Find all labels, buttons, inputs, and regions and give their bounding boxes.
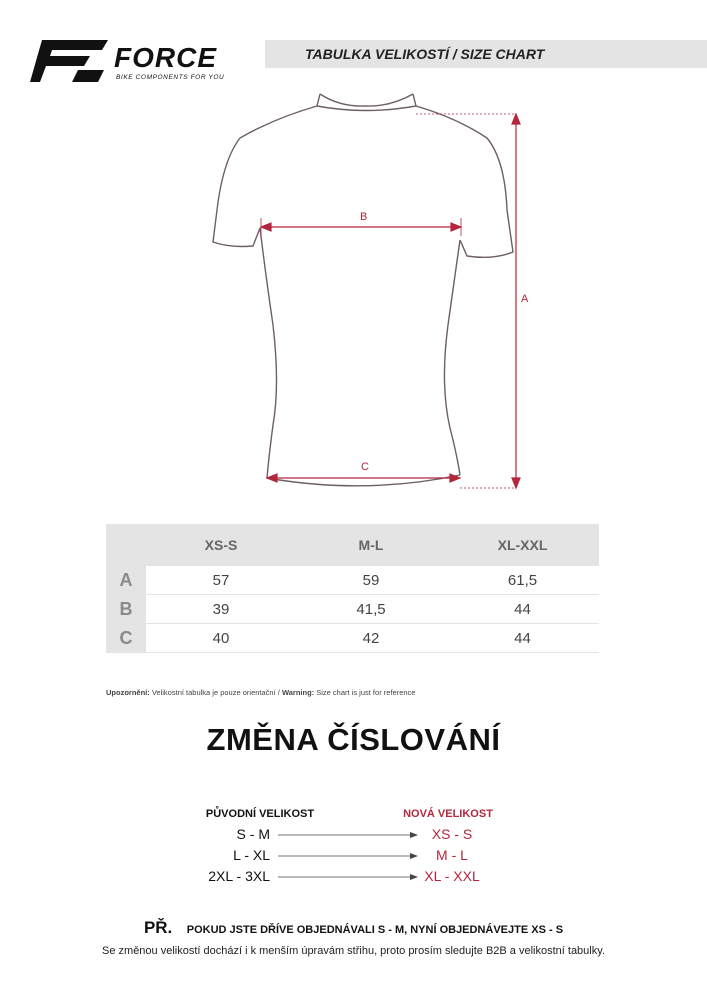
warning-cz-text: Velikostní tabulka je pouze orientační / — [151, 688, 280, 697]
measure-label-a: A — [521, 293, 529, 305]
example-text: POKUD JSTE DŘÍVE OBJEDNÁVALI S - M, NYNÍ OBJEDNÁVEJTE XS - S — [186, 924, 564, 936]
row-label: B — [106, 595, 146, 624]
warning-note — [106, 688, 415, 697]
column-header: XS-S — [146, 524, 296, 566]
table-header-row — [106, 524, 599, 566]
table-cell: 44 — [446, 624, 599, 653]
table-row — [106, 624, 599, 653]
old-size-heading: PŮVODNÍ VELIKOST — [205, 808, 315, 820]
footer-note: Se změnou velikostí dochází i k menším úpravám střihu, proto prosím sledujte B2B a velikostní tabulky. — [102, 945, 605, 957]
measure-lines — [261, 114, 520, 488]
warning-cz-label: Upozornění: — [106, 688, 150, 697]
warning-en-text: Size chart is just for reference — [316, 688, 416, 697]
brand-tagline: BIKE COMPONENTS FOR YOU — [116, 74, 225, 81]
page-title: TABULKA VELIKOSTÍ / SIZE CHART — [305, 46, 545, 62]
new-size-heading: NOVÁ VELIKOST — [403, 808, 493, 820]
header-bar — [265, 40, 707, 68]
table-cell: 57 — [146, 566, 296, 595]
example-label: PŘ. — [143, 918, 173, 937]
table-cell: 41,5 — [296, 595, 446, 624]
new-size: XS - S — [431, 826, 473, 842]
table-corner — [106, 524, 146, 566]
table-row — [106, 595, 599, 624]
table-cell: 44 — [446, 595, 599, 624]
size-table — [106, 524, 599, 653]
table-cell: 42 — [296, 624, 446, 653]
column-header: XL-XXL — [446, 524, 599, 566]
new-size: M - L — [436, 847, 468, 863]
shirt-diagram — [195, 80, 555, 500]
warning-en-label: Warning: — [281, 688, 315, 697]
column-header: M-L — [296, 524, 446, 566]
change-title: ZMĚNA ČÍSLOVÁNÍ — [206, 722, 501, 757]
table-cell: 39 — [146, 595, 296, 624]
example-line — [0, 918, 707, 938]
shirt-outline — [213, 94, 513, 486]
old-size: 2XL - 3XL — [208, 868, 270, 884]
row-label: A — [106, 566, 146, 595]
old-size: L - XL — [233, 847, 270, 863]
row-label: C — [106, 624, 146, 653]
table-cell: 61,5 — [446, 566, 599, 595]
new-size: XL - XXL — [424, 868, 480, 884]
old-size: S - M — [236, 826, 270, 842]
table-row — [106, 566, 599, 595]
force-logo-icon — [30, 38, 112, 84]
table-cell: 40 — [146, 624, 296, 653]
measure-label-b: B — [360, 211, 368, 223]
table-cell: 59 — [296, 566, 446, 595]
measure-label-c: C — [361, 461, 369, 473]
brand-name: FORCE — [114, 42, 217, 73]
